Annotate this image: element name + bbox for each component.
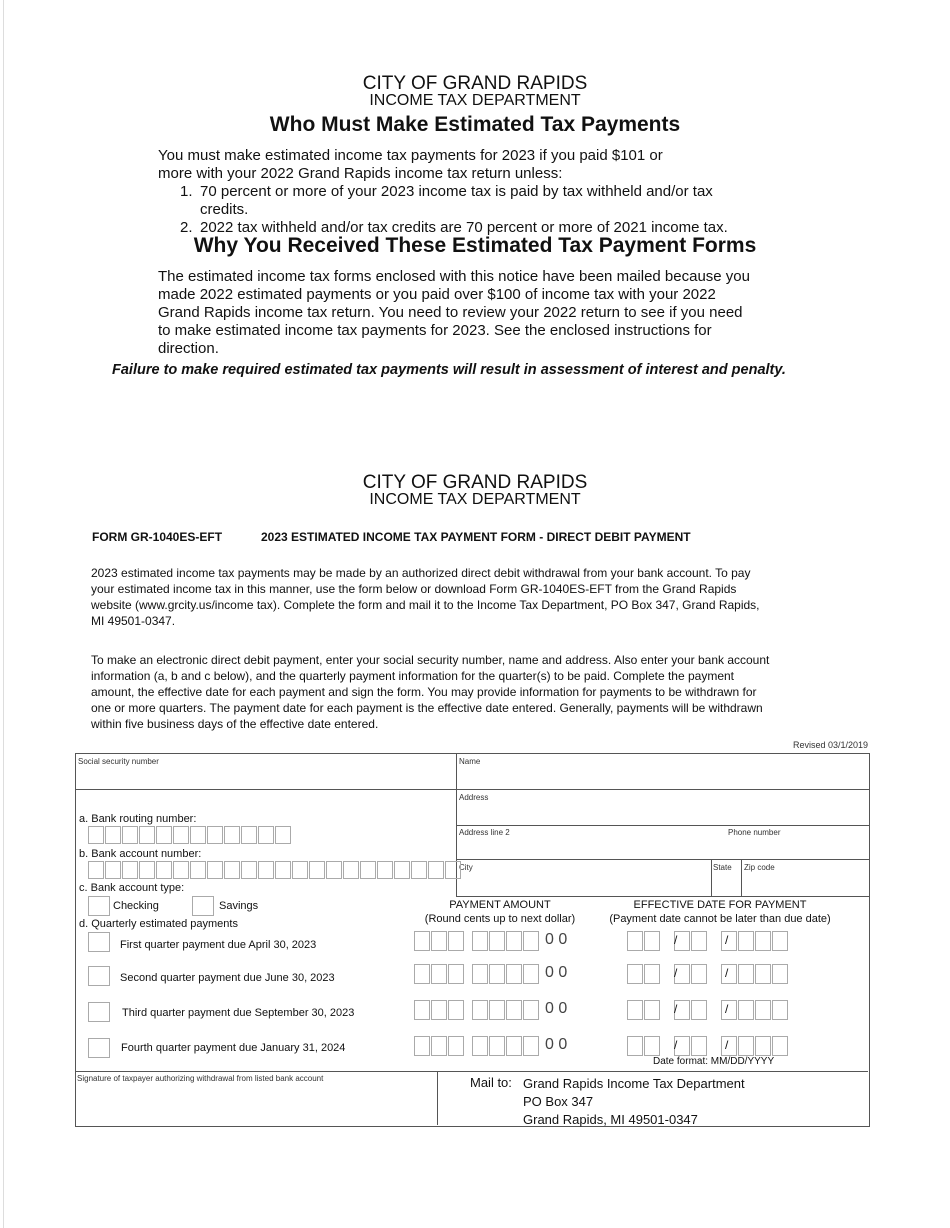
routing-label: a. Bank routing number: [79,813,197,825]
date-slash: / [725,1038,729,1052]
phone-label: Phone number [728,828,781,837]
effective-date-header: EFFECTIVE DATE FOR PAYMENT [633,899,807,911]
quarter-2-label: Second quarter payment due June 30, 2023 [120,972,335,984]
date-slash: / [674,966,678,980]
intro-line-2: more with your 2022 Grand Rapids income tax return unless: [158,165,563,182]
why-line: The estimated income tax forms enclosed with this notice have been mailed because you [158,268,750,285]
mail-to-line: Grand Rapids Income Tax Department [523,1076,745,1091]
payment-amount-header: PAYMENT AMOUNT [449,899,551,911]
name-input[interactable] [458,766,867,788]
name-label: Name [459,757,481,766]
item-2-number: 2. [180,219,193,236]
divider [75,1071,868,1072]
para-line: amount, the effective date for each payment and sign the form. You may provide information for payments to be withdrawn for [91,685,757,699]
quarter-2-cents: 0 0 [545,964,568,981]
date-format-note: Date format: MM/DD/YYYY [653,1056,775,1067]
effective-date-subheader: (Payment date cannot be later than due date) [609,913,831,925]
savings-checkbox[interactable] [192,896,214,916]
quarter-4-checkbox[interactable] [88,1038,110,1058]
quarterly-label: d. Quarterly estimated payments [79,918,238,930]
zip-label: Zip code [744,863,775,872]
para-line: MI 49501-0347. [91,614,176,628]
date-slash: / [674,1002,678,1016]
quarter-1-label: First quarter payment due April 30, 2023 [120,939,317,951]
city-input[interactable] [458,872,709,895]
para-line: within five business days of the effective date entered. [91,717,379,731]
form-id: FORM GR-1040ES-EFT [92,530,223,544]
para-line: website (www.grcity.us/income tax). Complete the form and mail it to the Income Tax Department, PO Box 347, Grand Rapids, [91,598,760,612]
address-input[interactable] [458,802,867,824]
payment-amount-subheader: (Round cents up to next dollar) [424,913,576,925]
zip-input[interactable] [743,872,867,895]
quarter-4-amount-input[interactable] [414,1036,540,1056]
city-label: City [459,863,473,872]
routing-number-input[interactable] [88,826,292,844]
date-slash: / [725,1002,729,1016]
quarter-3-date-input[interactable] [627,1000,789,1020]
divider [456,896,869,897]
why-line: direction. [158,340,219,357]
account-type-label: c. Bank account type: [79,882,185,894]
why-para [158,268,750,358]
signature-label: Signature of taxpayer authorizing withdrawal from listed bank account [77,1074,324,1083]
mail-to-label: Mail to: [470,1075,512,1090]
instructions-para-2 [91,652,769,732]
quarter-2-date-input[interactable] [627,964,789,984]
who-must-title: Who Must Make Estimated Tax Payments [269,113,681,136]
why-line: to make estimated income tax payments for 2023. See the enclosed instructions for [158,322,712,339]
divider [437,1071,438,1125]
ssn-label: Social security number [78,757,159,766]
savings-label: Savings [219,900,259,912]
revised-date: Revised 03/1/2019 [793,740,869,750]
item-1-line-1: 70 percent or more of your 2023 income tax is paid by tax withheld and/or tax [200,183,713,200]
divider [456,859,869,860]
checking-checkbox[interactable] [88,896,110,916]
quarter-1-checkbox[interactable] [88,932,110,952]
phone-input[interactable] [720,837,867,858]
quarter-3-amount-input[interactable] [414,1000,540,1020]
form-title: 2023 ESTIMATED INCOME TAX PAYMENT FORM - DIRECT DEBIT PAYMENT [261,530,691,544]
signature-input[interactable] [77,1084,435,1124]
item-2: 2022 tax withheld and/or tax credits are 70 percent or more of 2021 income tax. [200,219,728,236]
item-1-number: 1. [180,183,193,200]
quarter-3-checkbox[interactable] [88,1002,110,1022]
para-line: your estimated income tax in this manner, use the form below or download Form GR-1040ES-EFT from the Grand Rapids [91,582,737,596]
why-line: Grand Rapids income tax return. You need to review your 2022 return to see if you need [158,304,743,321]
para-line: To make an electronic direct debit payment, enter your social security number, name and address. Also enter your bank account [91,653,770,667]
divider [711,859,712,896]
quarter-1-amount-input[interactable] [414,931,540,951]
divider [456,825,869,826]
date-slash: / [725,933,729,947]
state-input[interactable] [713,872,740,895]
divider [456,789,869,790]
ssn-input[interactable] [77,766,455,788]
quarter-3-cents: 0 0 [545,1000,568,1017]
quarter-4-label: Fourth quarter payment due January 31, 2024 [121,1042,346,1054]
account-number-input[interactable] [88,861,462,879]
quarter-2-checkbox[interactable] [88,966,110,986]
quarter-1-cents: 0 0 [545,931,568,948]
quarter-1-date-input[interactable] [627,931,789,951]
address2-label: Address line 2 [459,828,510,837]
date-slash: / [725,966,729,980]
checking-label: Checking [113,900,159,912]
intro-line-1: You must make estimated income tax payments for 2023 if you paid $101 or [158,147,663,164]
state-label: State [713,863,732,872]
instructions-para-1 [91,565,760,629]
date-slash: / [674,933,678,947]
para-line: one or more quarters. The payment date for each payment is the effective date entered. Generally, payments will be withdrawn [91,701,763,715]
divider [75,789,457,790]
form-header-dept: INCOME TAX DEPARTMENT [369,491,581,508]
form-header-city: CITY OF GRAND RAPIDS [362,472,588,493]
mail-to-line: PO Box 347 [523,1094,594,1109]
header-dept: INCOME TAX DEPARTMENT [369,92,581,109]
why-received-title: Why You Received These Estimated Tax Payment Forms [193,234,757,257]
penalty-warning: Failure to make required estimated tax payments will result in assessment of interest and penalty. [112,362,786,378]
account-label: b. Bank account number: [79,848,202,860]
quarter-4-cents: 0 0 [545,1036,568,1053]
why-line: made 2022 estimated payments or you paid over $100 of income tax with your 2022 [158,286,716,303]
quarter-4-date-input[interactable] [627,1036,789,1056]
quarter-3-label: Third quarter payment due September 30, 2023 [122,1007,355,1019]
scan-edge [3,0,4,1228]
quarter-2-amount-input[interactable] [414,964,540,984]
address-label: Address [459,793,489,802]
para-line: 2023 estimated income tax payments may be made by an authorized direct debit withdrawal from your bank account. To pay [91,566,751,580]
header-city: CITY OF GRAND RAPIDS [362,73,588,94]
para-line: information (a, b and c below), and the quarterly payment information for the quarter(s) to be paid. Complete the payment [91,669,735,683]
address2-input[interactable] [458,837,718,858]
item-1-line-2: credits. [200,201,249,218]
date-slash: / [674,1038,678,1052]
mail-to-line: Grand Rapids, MI 49501-0347 [523,1112,698,1127]
divider [741,859,742,896]
mail-to-address [523,1075,745,1129]
